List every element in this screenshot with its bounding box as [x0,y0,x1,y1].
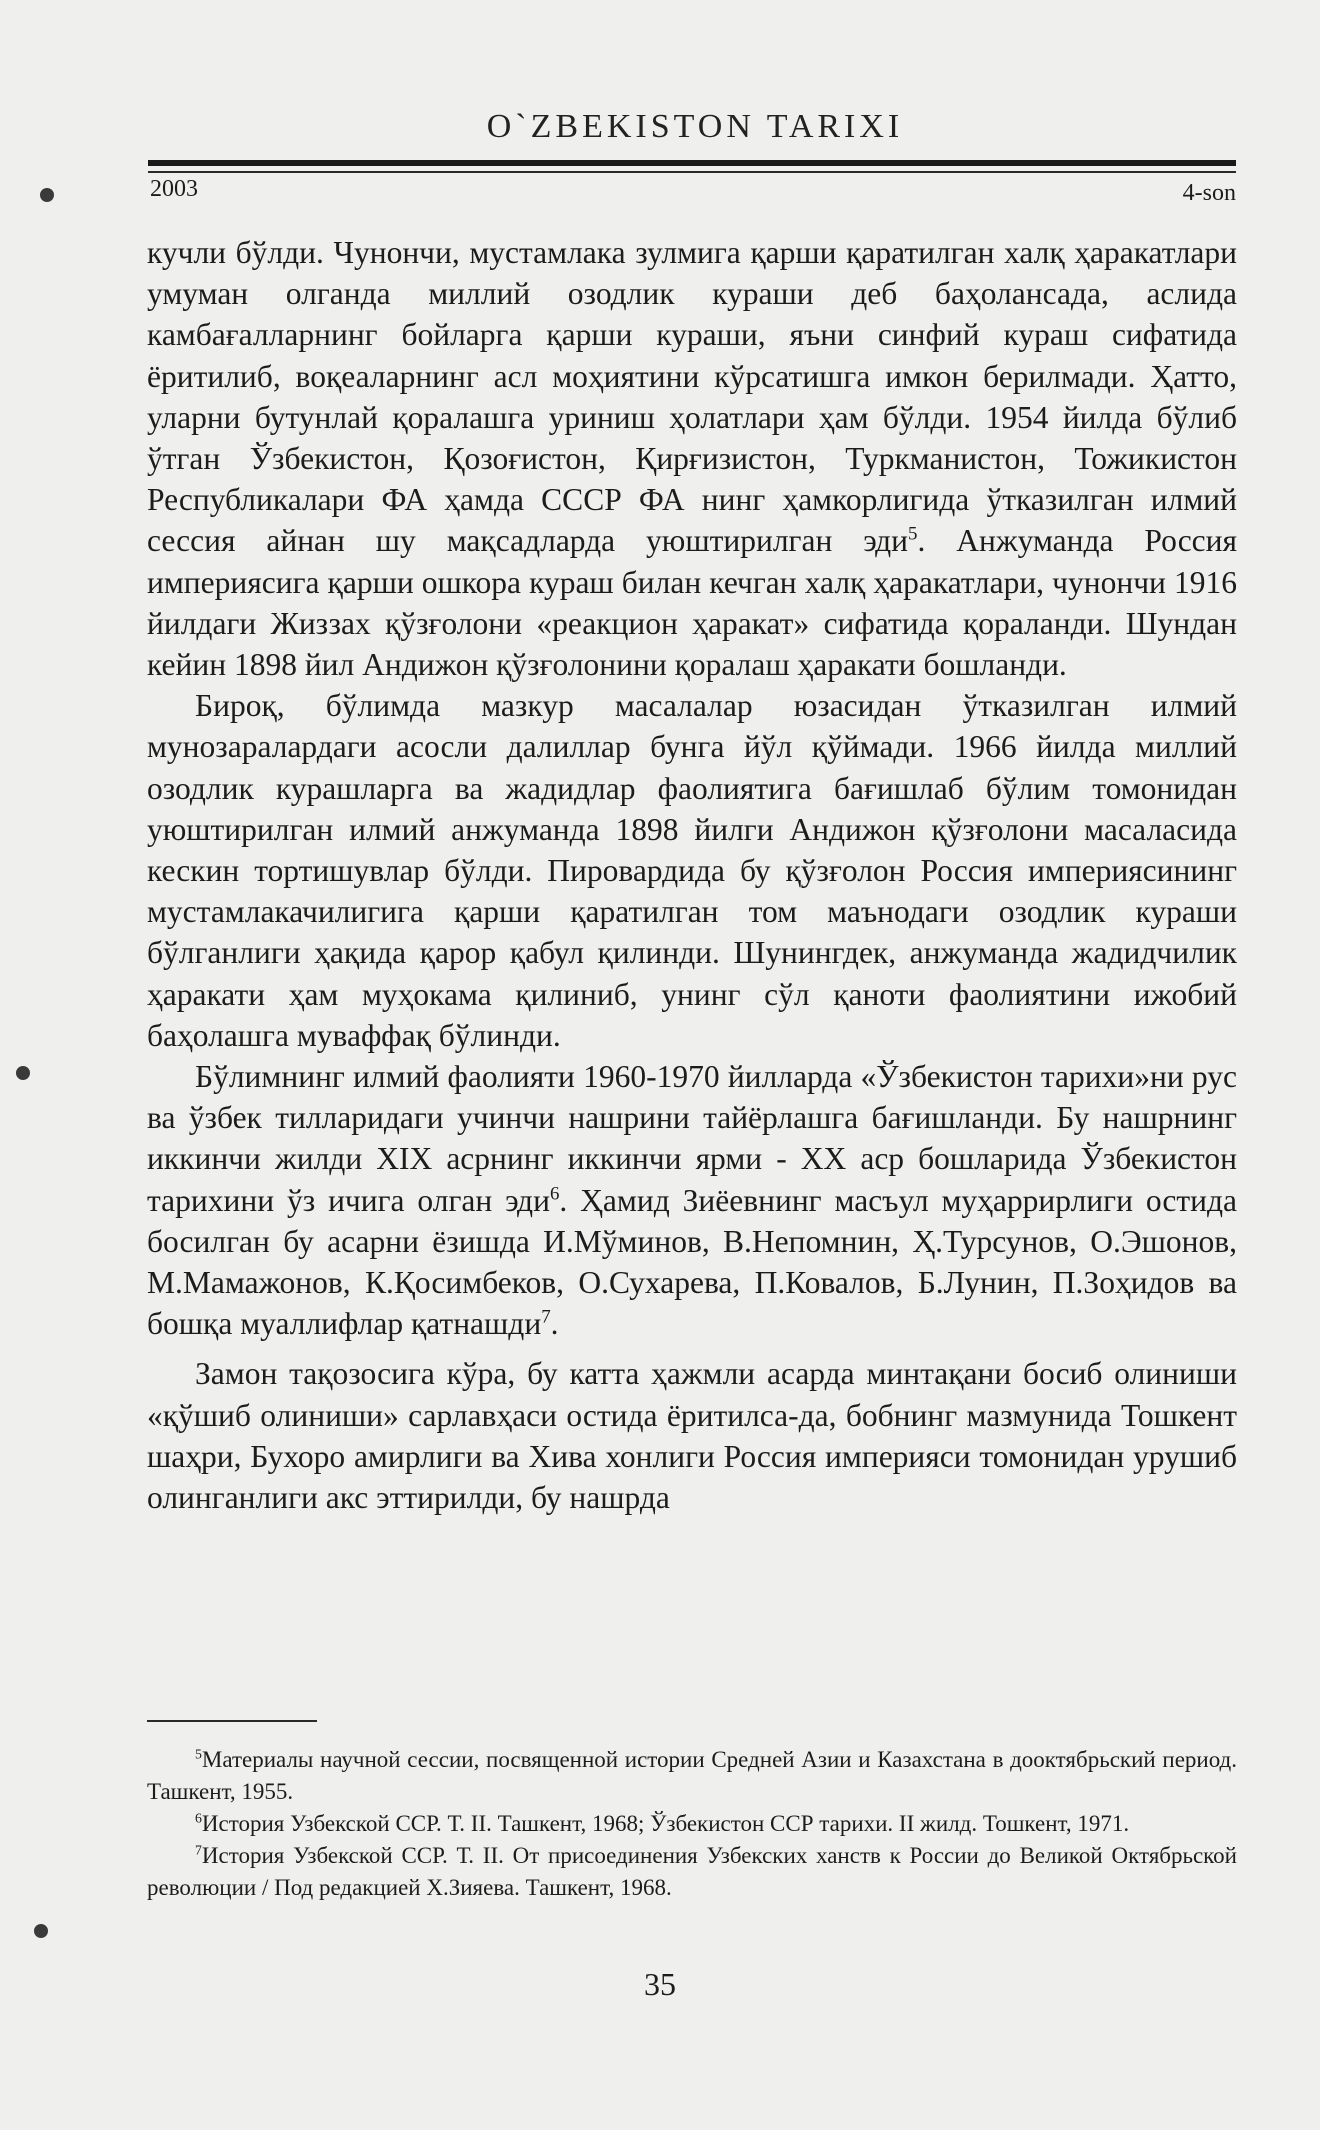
paragraph-text: . [550,1306,559,1342]
footnote-ref: 5 [908,523,918,545]
footnote-text: История Узбекской ССР. Т. II. От присоединения Узбекских ханств к России до Великой Октябрьской революции / Под редакцией Х.Зияева. Ташкент, 1968. [147,1843,1237,1900]
paragraph [147,685,1237,1056]
page-number: 35 [644,1966,676,2002]
paragraph-text: Бироқ, бўлимда мазкур масалалар юзасидан ўтказилган илмий мунозаралардаги асосли далиллар бунга йўл қўймади. 1966 йилда миллий озодлик курашларга ва жадидлар фаолиятига бағишлаб бўлим томонидан уюштирилган илмий анжуманда 1898 йилги Андижон қўзғолони масаласида кескин тортишувлар бўлди. Пировардида бу қўзғолон Россия империясининг мустамлакачилигига қарши қаратилган том маънодаги озодлик кураши бўлганлиги ҳақида қарор қабул қилинди. Шунингдек, анжуманда жадидчилик ҳаракати ҳам муҳокама қилиниб, унинг сўл қаноти фаолиятини ижобий баҳолашга муваффақ бўлинди. [147,688,1237,1053]
footnote-separator [147,1720,317,1722]
footnote-number: 7 [195,1842,202,1858]
footnote-ref: 6 [549,1183,560,1205]
footnote-text: История Узбекской ССР. Т. II. Ташкент, 1968; Ўзбекистон ССР тарихи. II жилд. Тошкент, 1971. [201,1811,1130,1836]
footnote [147,1744,1237,1808]
footnote-ref: 7 [541,1306,551,1328]
header-year: 2003 [150,176,198,202]
footnote [147,1840,1237,1904]
article-body [147,232,1237,1518]
footnote [147,1808,1237,1840]
paragraph [147,1353,1237,1518]
footnote-text: Материалы научной сессии, посвященной истории Средней Азии и Казахстана в дооктябрьский период. Ташкент, 1955. [147,1747,1237,1804]
paragraph-text: кучли бўлди. Чунончи, мустамлака зулмига қарши қаратилган халқ ҳаракатлари умуман олганда миллий озодлик кураши деб баҳолансада, аслида камбағалларнинг бойларга қарши кураши, яъни синфий кураш сифатида ёритилиб, воқеаларнинг асл моҳиятини кўрсатишга имкон берилмади. Ҳатто, уларни бутунлай қоралашга уриниш ҳолатлари ҳам бўлди. 1954 йилда бўлиб ўтган Ўзбекистон, Қозоғистон, Қирғизистон, Туркманистон, Тожикистон Республикалари ФА ҳамда СССР ФА нинг ҳамкорлигида ўтказилган илмий сессия айнан шу мақсадларда уюштирилган эди [147,235,1237,559]
paragraph-text: Замон тақозосига кўра, бу катта ҳажмли асарда минтақани босиб олиниши «қўшиб олиниши» сарлавҳаси остида ёритилса-да, бобнинг мазмунида Тошкент шаҳри, Бухоро амирлиги ва Хива хонлиги Россия империяси томонидан урушиб олинганлиги акс эттирилди, бу нашрда [147,1356,1237,1516]
punch-hole-mark [16,1066,30,1080]
header-rule-thick [148,160,1236,166]
paragraph [147,232,1237,685]
punch-hole-mark [34,1924,48,1938]
paragraph-text: . Анжуманда Россия империясига қарши ошкора кураш билан кечган халқ ҳаракатлари, чунончи 1916 йилдаги Жиззах қўзғолони «реакцион ҳаракат» сифатида қораланди. Шундан кейин 1898 йил Андижон қўзғолонини қоралаш ҳаракати бошланди. [147,523,1238,683]
paragraph-text: Бўлимнинг илмий фаолияти 1960-1970 йилларда «Ўзбекистон тарихи»ни рус ва ўзбек тилларидаги учинчи нашрини тайёрлашга бағишланди. Бу нашрнинг иккинчи жилди XIX асрнинг иккинчи ярми - XX аср бошларида Ўзбекистон тарихини ўз ичига олган эди [147,1059,1237,1218]
header-rule-thin [148,171,1236,173]
paragraph [147,1056,1237,1344]
paragraph-text: . Ҳамид Зиёевнинг масъул муҳаррирлиги остида босилган бу асарни ёзишда И.Мўминов, В.Непомнин, Ҳ.Турсунов, О.Эшонов, М.Мамажонов, К.Қосимбеков, О.Сухарева, П.Ковалов, Б.Лунин, П.Зоҳидов ва бошқа муаллифлар қатнашди [147,1182,1237,1342]
footnotes [147,1744,1237,1904]
footnote-number: 5 [195,1746,202,1762]
header-issue: 4-son [1182,180,1236,206]
punch-hole-mark [40,188,54,202]
journal-title: O`ZBEKISTON TARIXI [486,108,904,145]
footnote-number: 6 [195,1810,202,1826]
